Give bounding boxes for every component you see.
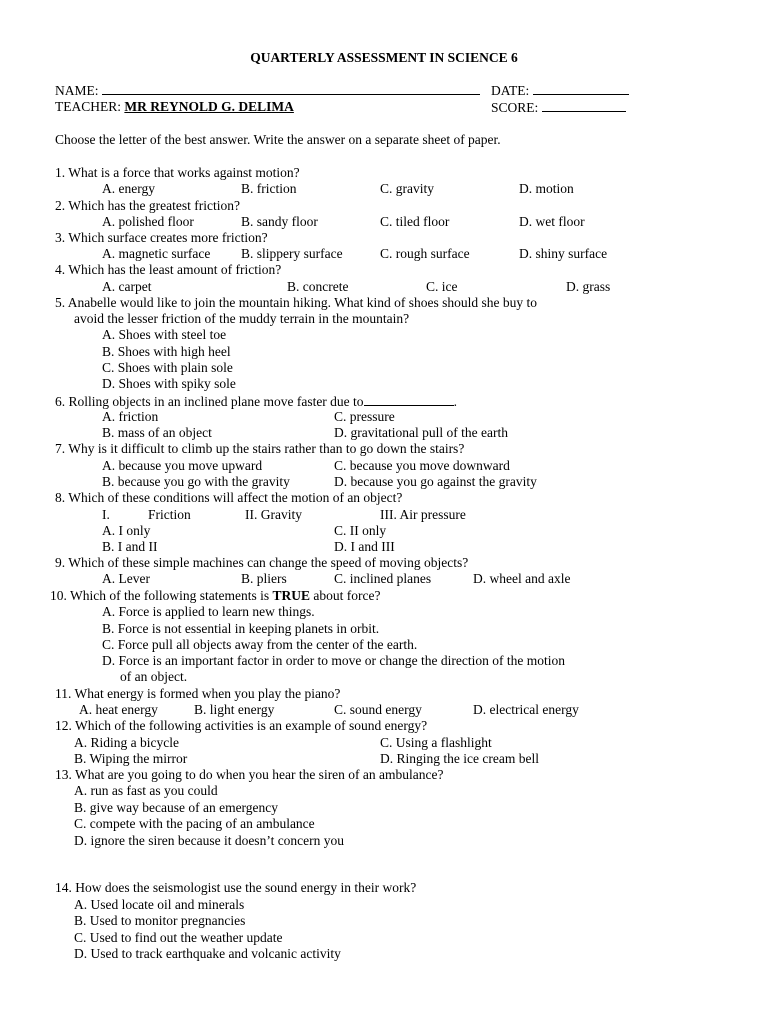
- q1-option-d: D. motion: [519, 181, 574, 196]
- q14-option-b: B. Used to monitor pregnancies: [74, 913, 246, 928]
- q3-option-c: C. rough surface: [380, 246, 470, 261]
- q8-roman-1: I.: [102, 507, 110, 522]
- q11-option-a: A. heat energy: [79, 702, 158, 717]
- q10-option-c: C. Force pull all objects away from the center of the earth.: [102, 637, 418, 652]
- q14-option-d: D. Used to track earthquake and volcanic activity: [74, 946, 341, 961]
- question-2: 2. Which has the greatest friction?: [55, 198, 240, 213]
- q8-option-c: C. II only: [334, 523, 387, 538]
- question-14: 14. How does the seismologist use the sound energy in their work?: [55, 880, 417, 895]
- q9-option-d: D. wheel and axle: [473, 571, 571, 586]
- q7-option-d: D. because you go against the gravity: [334, 474, 537, 489]
- q13-option-a: A. run as fast as you could: [74, 783, 218, 798]
- q7-option-c: C. because you move downward: [334, 458, 510, 473]
- q4-option-c: C. ice: [426, 279, 458, 294]
- q3-option-b: B. slippery surface: [241, 246, 343, 261]
- q12-option-c: C. Using a flashlight: [380, 735, 492, 750]
- q6-option-d: D. gravitational pull of the earth: [334, 425, 508, 440]
- q1-option-b: B. friction: [241, 181, 297, 196]
- question-5: 5. Anabelle would like to join the mountain hiking. What kind of shoes should she buy to: [55, 295, 537, 310]
- q5-option-a: A. Shoes with steel toe: [102, 327, 227, 342]
- teacher-label: TEACHER:: [55, 99, 121, 114]
- q9-option-b: B. pliers: [241, 571, 287, 586]
- q2-option-c: C. tiled floor: [380, 214, 450, 229]
- question-12: 12. Which of the following activities is an example of sound energy?: [55, 718, 428, 733]
- q12-option-d: D. Ringing the ice cream bell: [380, 751, 539, 766]
- question-10-emphasis: TRUE: [272, 588, 310, 603]
- page-title: QUARTERLY ASSESSMENT IN SCIENCE 6: [250, 50, 518, 65]
- q6-blank: [364, 393, 454, 406]
- q13-option-b: B. give way because of an emergency: [74, 800, 279, 815]
- question-6-stem: 6. Rolling objects in an inclined plane move faster due to: [55, 394, 364, 409]
- q6-option-c: C. pressure: [334, 409, 395, 424]
- name-label: NAME:: [55, 83, 99, 98]
- question-6: [55, 393, 457, 410]
- q11-option-c: C. sound energy: [334, 702, 422, 717]
- q9-option-c: C. inclined planes: [334, 571, 432, 586]
- q8-option-b: B. I and II: [102, 539, 158, 554]
- name-field: [55, 82, 480, 99]
- q10-option-b: B. Force is not essential in keeping planets in orbit.: [102, 621, 380, 636]
- question-10: [50, 588, 380, 604]
- question-11: 11. What energy is formed when you play the piano?: [55, 686, 341, 701]
- question-1: 1. What is a force that works against motion?: [55, 165, 300, 180]
- q14-option-a: A. Used locate oil and minerals: [74, 897, 245, 912]
- q8-condition-3: III. Air pressure: [380, 507, 466, 522]
- q7-option-b: B. because you go with the gravity: [102, 474, 290, 489]
- q2-option-b: B. sandy floor: [241, 214, 318, 229]
- q5-option-c: C. Shoes with plain sole: [102, 360, 233, 375]
- question-6-end: .: [453, 394, 457, 409]
- q2-option-a: A. polished floor: [102, 214, 194, 229]
- question-9: 9. Which of these simple machines can change the speed of moving objects?: [55, 555, 469, 570]
- q8-condition-2: II. Gravity: [245, 507, 302, 522]
- question-10-stem-end: about force?: [309, 588, 381, 603]
- q7-option-a: A. because you move upward: [102, 458, 263, 473]
- q8-option-a: A. I only: [102, 523, 151, 538]
- q12-option-b: B. Wiping the mirror: [74, 751, 188, 766]
- question-5-cont: avoid the lesser friction of the muddy terrain in the mountain?: [74, 311, 410, 326]
- q13-option-d: D. ignore the siren because it doesn’t concern you: [74, 833, 345, 848]
- q5-option-d: D. Shoes with spiky sole: [102, 376, 236, 391]
- teacher-name: MR REYNOLD G. DELIMA: [124, 99, 294, 114]
- teacher-field: [55, 99, 294, 115]
- question-13: 13. What are you going to do when you hear the siren of an ambulance?: [55, 767, 444, 782]
- q11-option-d: D. electrical energy: [473, 702, 579, 717]
- q1-option-c: C. gravity: [380, 181, 434, 196]
- name-blank[interactable]: [102, 82, 480, 95]
- q12-option-a: A. Riding a bicycle: [74, 735, 179, 750]
- q10-option-d: D. Force is an important factor in order to move or change the direction of the motion: [102, 653, 565, 668]
- score-field: [491, 99, 626, 116]
- date-blank[interactable]: [533, 82, 629, 95]
- question-4: 4. Which has the least amount of friction?: [55, 262, 282, 277]
- q10-option-d-cont: of an object.: [120, 669, 188, 684]
- q3-option-a: A. magnetic surface: [102, 246, 211, 261]
- question-8: 8. Which of these conditions will affect the motion of an object?: [55, 490, 403, 505]
- question-10-stem: 10. Which of the following statements is: [50, 588, 273, 603]
- q2-option-d: D. wet floor: [519, 214, 585, 229]
- q13-option-c: C. compete with the pacing of an ambulance: [74, 816, 315, 831]
- question-7: 7. Why is it difficult to climb up the stairs rather than to go down the stairs?: [55, 441, 465, 456]
- q1-option-a: A. energy: [102, 181, 155, 196]
- q3-option-d: D. shiny surface: [519, 246, 608, 261]
- score-label: SCORE:: [491, 100, 539, 115]
- q10-option-a: A. Force is applied to learn new things.: [102, 604, 315, 619]
- question-3: 3. Which surface creates more friction?: [55, 230, 268, 245]
- q5-option-b: B. Shoes with high heel: [102, 344, 231, 359]
- q6-option-a: A. friction: [102, 409, 159, 424]
- q9-option-a: A. Lever: [102, 571, 150, 586]
- q8-option-d: D. I and III: [334, 539, 395, 554]
- date-label: DATE:: [491, 83, 530, 98]
- q8-condition-1: Friction: [148, 507, 191, 522]
- q14-option-c: C. Used to find out the weather update: [74, 930, 283, 945]
- q11-option-b: B. light energy: [194, 702, 275, 717]
- q6-option-b: B. mass of an object: [102, 425, 212, 440]
- score-blank[interactable]: [542, 99, 626, 112]
- instructions: Choose the letter of the best answer. Write the answer on a separate sheet of paper.: [55, 132, 501, 147]
- q4-option-d: D. grass: [566, 279, 611, 294]
- date-field: [491, 82, 629, 99]
- q4-option-b: B. concrete: [287, 279, 349, 294]
- q4-option-a: A. carpet: [102, 279, 152, 294]
